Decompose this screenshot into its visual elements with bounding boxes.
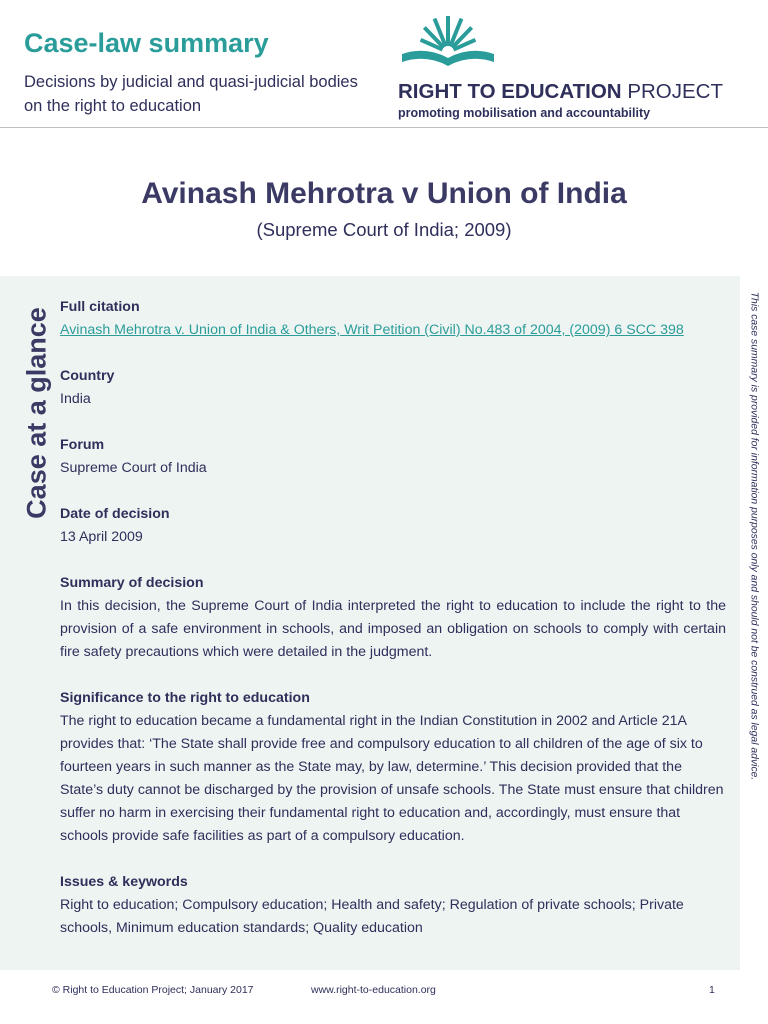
- logo-name: [398, 80, 723, 104]
- case-title: Avinash Mehrotra v Union of India: [141, 177, 627, 210]
- header-divider: [0, 127, 768, 128]
- document-type-subtitle: Decisions by judicial and quasi-judicial bodies on the right to education: [24, 73, 358, 115]
- date-section: [60, 503, 726, 549]
- forum-label: Forum: [60, 437, 105, 453]
- case-details: [60, 296, 726, 963]
- issues-text: Right to education; Compulsory education; Health and safety; Regulation of private schools; Private schools, Minimum education standards; Quality education: [60, 897, 684, 936]
- country-label: Country: [60, 368, 115, 384]
- logo-name-rest: PROJECT: [627, 80, 723, 103]
- summary-section: [60, 572, 726, 664]
- country-value: India: [60, 391, 91, 407]
- summary-label: Summary of decision: [60, 575, 204, 591]
- case-court: (Supreme Court of India; 2009): [256, 219, 512, 240]
- date-value: 13 April 2009: [60, 529, 143, 545]
- significance-section: [60, 687, 726, 848]
- forum-section: [60, 434, 726, 480]
- logo-name-bold: RIGHT TO EDUCATION: [398, 80, 622, 103]
- issues-label: Issues & keywords: [60, 874, 188, 890]
- page-header: [0, 0, 768, 128]
- footer-url[interactable]: www.right-to-education.org: [311, 984, 436, 996]
- footer-copyright: © Right to Education Project; January 2017: [52, 984, 254, 996]
- open-book-icon: [398, 14, 498, 70]
- side-heading-text: Case at a glance: [21, 307, 52, 519]
- date-label: Date of decision: [60, 506, 170, 522]
- disclaimer: [740, 276, 768, 796]
- citation-label: Full citation: [60, 299, 140, 315]
- significance-text: The right to education became a fundamental right in the Indian Constitution in 2002 and Article 21A provides that: ‘The State shall provide free and compulsory education to all children of the age of six to fourteen years in such manner as the State may, by law, determine.’ This decision provided that the State’s duty cannot be discharged by the provision of unsafe schools. The State must ensure that children suffer no harm in exercising their fundamental right to education and, accordingly, must ensure that schools provide safe facilities as part of a compulsory education.: [60, 713, 724, 844]
- disclaimer-text: This case summary is provided for information purposes only and should not be construed as legal advice.: [748, 291, 760, 781]
- issues-section: [60, 871, 726, 940]
- summary-text: In this decision, the Supreme Court of India interpreted the right to education to include the right to the provision of a safe environment in schools, and imposed an obligation on schools to comply with certain fire safety precautions which were detailed in the judgment.: [60, 598, 726, 660]
- forum-value: Supreme Court of India: [60, 460, 207, 476]
- page-number: 1: [709, 984, 715, 996]
- rte-logo: [398, 14, 738, 120]
- side-heading: [20, 300, 54, 526]
- logo-tagline: promoting mobilisation and accountability: [398, 106, 651, 120]
- country-section: [60, 365, 726, 411]
- document-type-title: Case-law summary: [24, 28, 269, 58]
- citation-section: [60, 296, 726, 342]
- citation-link[interactable]: Avinash Mehrotra v. Union of India & Others, Writ Petition (Civil) No.483 of 2004, (2009) 6 SCC 398: [60, 322, 684, 338]
- significance-label: Significance to the right to education: [60, 690, 310, 706]
